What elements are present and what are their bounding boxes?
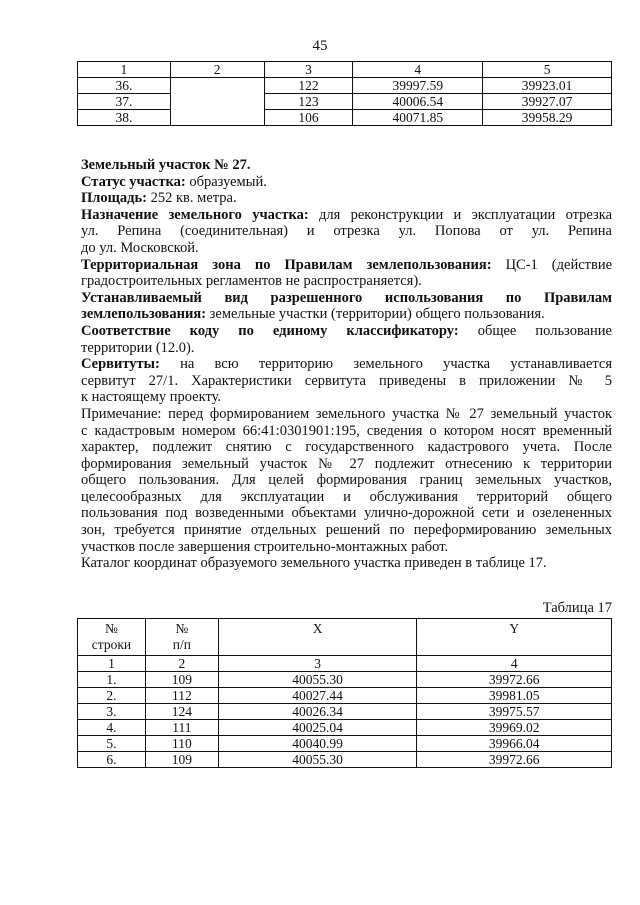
coord-x: 40026.34 (218, 704, 417, 720)
table-header-row (78, 619, 612, 656)
coord-y: 39958.29 (483, 110, 612, 126)
coord-y: 39975.57 (417, 704, 612, 720)
plot-description (81, 157, 612, 572)
row-number: 38. (78, 110, 171, 126)
coord-x: 40006.54 (353, 94, 483, 110)
point-number: 110 (145, 736, 218, 752)
row-number: 2. (78, 688, 146, 704)
row-number: 37. (78, 94, 171, 110)
header-y: Y (417, 619, 612, 656)
table-header-cell: 1 (78, 62, 171, 78)
coord-x: 39997.59 (353, 78, 483, 94)
coord-x: 40055.30 (218, 672, 417, 688)
table-header-cell: 5 (483, 62, 612, 78)
column-number: 2 (145, 656, 218, 672)
row-number: 4. (78, 720, 146, 736)
header-x: X (218, 619, 417, 656)
coord-y: 39972.66 (417, 672, 612, 688)
plot-servitudes: Сервитуты: на всю территорию земельного участка устанавливается сервитут 27/1. Характеристики сервитута приведены в приложении № 5 к настоящему проекту. (81, 356, 612, 406)
column-number: 3 (218, 656, 417, 672)
page-number: 45 (312, 38, 328, 54)
coord-y: 39972.66 (417, 752, 612, 768)
empty-merged-cell (170, 78, 264, 126)
column-number: 1 (78, 656, 146, 672)
row-number: 3. (78, 704, 146, 720)
table-header-cell: 4 (353, 62, 483, 78)
table-row (78, 672, 612, 688)
row-number: 36. (78, 78, 171, 94)
plot-classifier-code: Соответствие коду по единому классификатору: общее пользование территории (12.0). (81, 322, 612, 356)
coord-y: 39923.01 (483, 78, 612, 94)
table-row (78, 736, 612, 752)
column-number: 4 (417, 656, 612, 672)
coordinates-table-17 (77, 618, 612, 768)
coord-x: 40027.44 (218, 688, 417, 704)
table-header-row (78, 62, 612, 78)
table-row (78, 720, 612, 736)
coordinates-table-continued (77, 61, 612, 126)
coord-y: 39927.07 (483, 94, 612, 110)
coord-y: 39981.05 (417, 688, 612, 704)
point-number: 122 (264, 78, 353, 94)
catalog-reference: Каталог координат образуемого земельного участка приведен в таблице 17. (81, 555, 547, 572)
coord-x: 40025.04 (218, 720, 417, 736)
table-row (78, 704, 612, 720)
point-number: 109 (145, 672, 218, 688)
table-row (78, 110, 612, 126)
point-number: 109 (145, 752, 218, 768)
table-row (78, 94, 612, 110)
table-header-cell: 3 (264, 62, 353, 78)
plot-note: Примечание: перед формированием земельного участка № 27 земельный участок с кадастровым номером 66:41:0301901:195, сведения о котором носят временный характер, подлежит снятию с государственного кадастрового учета. После формирования земельный участок № 27 подлежит отнесению к территории общего пользования. Для целей формирования границ земельных участков, целесообразных для эксплуатации и обслуживания территорий общего пользования под возведенными объектами улично-дорожной сети и озелененных зон, требуется принятие отдельных решений по переформированию земельных участков после завершения строительно-монтажных работ. (81, 405, 612, 555)
row-number: 5. (78, 736, 146, 752)
point-number: 124 (145, 704, 218, 720)
table-row (78, 752, 612, 768)
point-number: 111 (145, 720, 218, 736)
point-number: 123 (264, 94, 353, 110)
table-row (78, 78, 612, 94)
coord-x: 40055.30 (218, 752, 417, 768)
plot-permitted-use: Устанавливаемый вид разрешенного использования по Правилам землепользования: земельные участки (территории) общего пользования. (81, 289, 612, 323)
coord-x: 40071.85 (353, 110, 483, 126)
coord-y: 39969.02 (417, 720, 612, 736)
plot-purpose: Назначение земельного участка: для реконструкции и эксплуатации отрезка ул. Репина (соединительная) и отрезка ул. Попова от ул. Репина до ул. Московской. (81, 206, 613, 256)
row-number: 6. (78, 752, 146, 768)
plot-status: Статус участка: образуемый. (81, 173, 267, 190)
plot-title: Земельный участок № 27. (81, 157, 251, 173)
point-number: 106 (264, 110, 353, 126)
table-caption: Таблица 17 (542, 600, 612, 616)
row-number: 1. (78, 672, 146, 688)
coord-y: 39966.04 (417, 736, 612, 752)
column-number-row (78, 656, 612, 672)
header-point-number: № п/п (145, 619, 218, 656)
coord-x: 40040.99 (218, 736, 417, 752)
point-number: 112 (145, 688, 218, 704)
table-row (78, 688, 612, 704)
header-row-number: № строки (78, 619, 146, 656)
table-header-cell: 2 (170, 62, 264, 78)
plot-zone: Территориальная зона по Правилам землепользования: ЦС-1 (действие градостроительных регламентов не распространяется). (81, 256, 613, 290)
plot-area: Площадь: 252 кв. метра. (81, 190, 237, 207)
